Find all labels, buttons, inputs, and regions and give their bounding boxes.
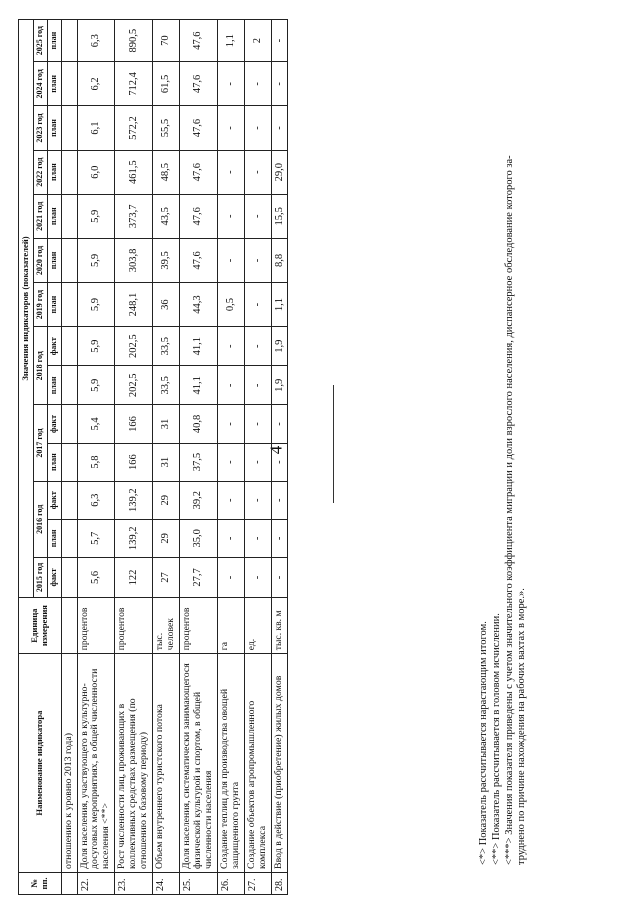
value-cell: 5,9 (77, 194, 115, 238)
header-year-2023: 2023 год (33, 106, 47, 150)
header-plan: план (47, 20, 61, 62)
indicator-name: Ввод в действие (приобретение) жилых домов (271, 654, 288, 873)
value-cell: 1,9 (271, 327, 288, 366)
header-plan: план (47, 106, 61, 150)
value-cell: 35,0 (179, 519, 217, 557)
value-cell: 6,3 (77, 20, 115, 62)
header-fact: факт (47, 557, 61, 597)
header-year-2016: 2016 год (33, 481, 47, 557)
value-cell: 29 (153, 519, 179, 557)
value-cell: - (244, 194, 271, 238)
value-cell: 2 (244, 20, 271, 62)
header-year-2020: 2020 год (33, 238, 47, 282)
value-cell: - (217, 150, 244, 194)
indicators-table-wrapper (18, 19, 288, 895)
value-cell: - (244, 238, 271, 282)
unit-cell: тыс. кв. м (271, 598, 288, 654)
header-plan: план (47, 366, 61, 405)
value-cell: - (217, 519, 244, 557)
value-cell: 39,5 (153, 238, 179, 282)
value-cell: 47,6 (179, 106, 217, 150)
value-cell: 5,9 (77, 238, 115, 282)
unit-cell: га (217, 598, 244, 654)
footnote: <***> Значения показателя приведены с учетом значительного коэффициента миграции и доли взрослого населения, диспансерное обследование которого за- (503, 155, 515, 865)
value-cell: 41,1 (179, 366, 217, 405)
value-cell: 5,8 (77, 443, 115, 481)
indicator-name: Доля населения, участвующего в культурно-досуговых мероприятиях, в общей численности населения <**> (77, 654, 115, 873)
header-plan: план (47, 238, 61, 282)
value-cell: - (271, 62, 288, 106)
footnote: труднено по причине нахождения на рабочих вахтах в море.». (516, 588, 528, 865)
value-cell: 202,5 (115, 366, 153, 405)
indicator-name: Объем внутреннего туристского потока (153, 654, 179, 873)
unit-cell: ед. (244, 598, 271, 654)
row-number: 28. (271, 872, 288, 894)
header-unit: Единица измерения (19, 598, 62, 654)
value-cell: 39,2 (179, 481, 217, 519)
header-plan: план (47, 150, 61, 194)
value-cell: 5,6 (77, 557, 115, 597)
value-cell: 303,8 (115, 238, 153, 282)
value-cell: 373,7 (115, 194, 153, 238)
value-cell: 47,6 (179, 62, 217, 106)
header-year-2022: 2022 год (33, 150, 47, 194)
indicators-table (18, 19, 288, 895)
value-cell: 122 (115, 557, 153, 597)
row-number: 26. (217, 872, 244, 894)
header-plan: план (47, 443, 61, 481)
header-plan: план (47, 519, 61, 557)
value-cell: 6,0 (77, 150, 115, 194)
value-cell: 55,5 (153, 106, 179, 150)
row-number: 27. (244, 872, 271, 894)
value-cell: - (244, 62, 271, 106)
footnote: <*> Показатель рассчитывается нарастающим итогом. (478, 621, 489, 865)
value-cell: 47,6 (179, 194, 217, 238)
unit-cell: процентов (77, 598, 115, 654)
value-cell: 48,5 (153, 150, 179, 194)
header-year-2025: 2025 год (33, 20, 47, 62)
table-row (153, 20, 179, 895)
indicator-name: Создание теплиц для производства овощей защищенного грунта (217, 654, 244, 873)
value-cell: - (217, 106, 244, 150)
value-cell: 29 (153, 481, 179, 519)
value-cell: 31 (153, 443, 179, 481)
header-number: № пп. (19, 872, 62, 894)
value-cell: - (217, 238, 244, 282)
table-row (217, 20, 244, 895)
header-year-2017: 2017 год (33, 405, 47, 481)
value-cell: 31 (153, 405, 179, 443)
value-cell: 40,8 (179, 405, 217, 443)
value-cell: - (217, 366, 244, 405)
value-cell: 41,1 (179, 327, 217, 366)
value-cell: 47,6 (179, 238, 217, 282)
value-cell: - (271, 20, 288, 62)
table-row (244, 20, 271, 895)
header-year-2019: 2019 год (33, 283, 47, 327)
value-cell: 248,1 (115, 283, 153, 327)
value-cell: - (271, 519, 288, 557)
value-cell: 33,5 (153, 327, 179, 366)
value-cell: 0,5 (217, 283, 244, 327)
value-cell: 1,9 (271, 366, 288, 405)
value-cell: 5,9 (77, 283, 115, 327)
unit-cell: тыс. человек (153, 598, 179, 654)
value-cell: - (217, 405, 244, 443)
value-cell: 27 (153, 557, 179, 597)
value-cell: 1,1 (217, 20, 244, 62)
value-cell: 5,4 (77, 405, 115, 443)
value-cell: - (244, 405, 271, 443)
value-cell: 33,5 (153, 366, 179, 405)
value-cell: 6,1 (77, 106, 115, 150)
value-cell: - (244, 327, 271, 366)
header-fact: факт (47, 405, 61, 443)
value-cell: 572,2 (115, 106, 153, 150)
value-cell: - (244, 150, 271, 194)
value-cell: 70 (153, 20, 179, 62)
value-cell: 139,2 (115, 519, 153, 557)
unit-cell: процентов (115, 598, 153, 654)
value-cell: 5,9 (77, 327, 115, 366)
footnote: <**> Показатель рассчитывается в головом исчислении. (490, 613, 502, 865)
value-cell: - (217, 557, 244, 597)
value-cell: 8,8 (271, 238, 288, 282)
value-cell: - (244, 366, 271, 405)
value-cell: - (244, 443, 271, 481)
indicator-name: Создание объектов агропромышленного комплекса (244, 654, 271, 873)
header-plan: план (47, 62, 61, 106)
row-number: 22. (77, 872, 115, 894)
header-plan: план (47, 283, 61, 327)
value-cell: 61,5 (153, 62, 179, 106)
value-cell: 37,5 (179, 443, 217, 481)
unit-cell: процентов (179, 598, 217, 654)
value-cell: 6,3 (77, 481, 115, 519)
table-row (179, 20, 217, 895)
value-cell: - (217, 481, 244, 519)
table-row (115, 20, 153, 895)
value-cell: - (217, 327, 244, 366)
indicator-name: Рост численности лиц, проживающих в коллективных средствах размещения (по отношению к базовому периоду) (115, 654, 153, 873)
value-cell: 44,3 (179, 283, 217, 327)
value-cell: 36 (153, 283, 179, 327)
header-fact: факт (47, 481, 61, 519)
row-number: 25. (179, 872, 217, 894)
value-cell: - (244, 519, 271, 557)
table-row (77, 20, 115, 895)
value-cell: - (271, 557, 288, 597)
table-row (271, 20, 288, 895)
value-cell: 5,7 (77, 519, 115, 557)
value-cell: - (271, 481, 288, 519)
header-year-2018: 2018 год (33, 327, 47, 405)
header-fact: факт (47, 327, 61, 366)
table-row-continuation (61, 20, 77, 895)
value-cell: 5,9 (77, 366, 115, 405)
value-cell: 202,5 (115, 327, 153, 366)
value-cell: 43,5 (153, 194, 179, 238)
value-cell: - (244, 481, 271, 519)
header-year-2021: 2021 год (33, 194, 47, 238)
footnotes (478, 95, 529, 865)
header-indicator-name: Наименование индикатора (19, 654, 62, 873)
value-cell: - (217, 443, 244, 481)
row-number: 24. (153, 872, 179, 894)
value-cell: - (271, 443, 288, 481)
row-number: 23. (115, 872, 153, 894)
value-cell: - (217, 62, 244, 106)
value-cell: - (271, 106, 288, 150)
value-cell: 29,0 (271, 150, 288, 194)
header-year-2015: 2015 год (33, 557, 47, 597)
indicator-name: Доля населения, систематически занимающегося физической культурой и спортом, в общей численности населения (179, 654, 217, 873)
header-plan: план (47, 194, 61, 238)
value-cell: - (271, 405, 288, 443)
value-cell: 461,5 (115, 150, 153, 194)
value-cell: 27,7 (179, 557, 217, 597)
header-values: Значения индикаторов (показателей) (19, 20, 34, 598)
value-cell: 6,2 (77, 62, 115, 106)
value-cell: 15,5 (271, 194, 288, 238)
value-cell: - (244, 557, 271, 597)
value-cell: - (244, 106, 271, 150)
header-year-2024: 2024 год (33, 62, 47, 106)
value-cell: 47,6 (179, 20, 217, 62)
value-cell: 1,1 (271, 283, 288, 327)
value-cell: 139,2 (115, 481, 153, 519)
page-number: 4 (266, 445, 286, 455)
value-cell: - (217, 194, 244, 238)
value-cell: 166 (115, 443, 153, 481)
value-cell: 166 (115, 405, 153, 443)
value-cell: 712,4 (115, 62, 153, 106)
indicator-name: отношению к уровню 2013 года) (61, 654, 77, 873)
value-cell: 47,6 (179, 150, 217, 194)
value-cell: 890,5 (115, 20, 153, 62)
value-cell: - (244, 283, 271, 327)
